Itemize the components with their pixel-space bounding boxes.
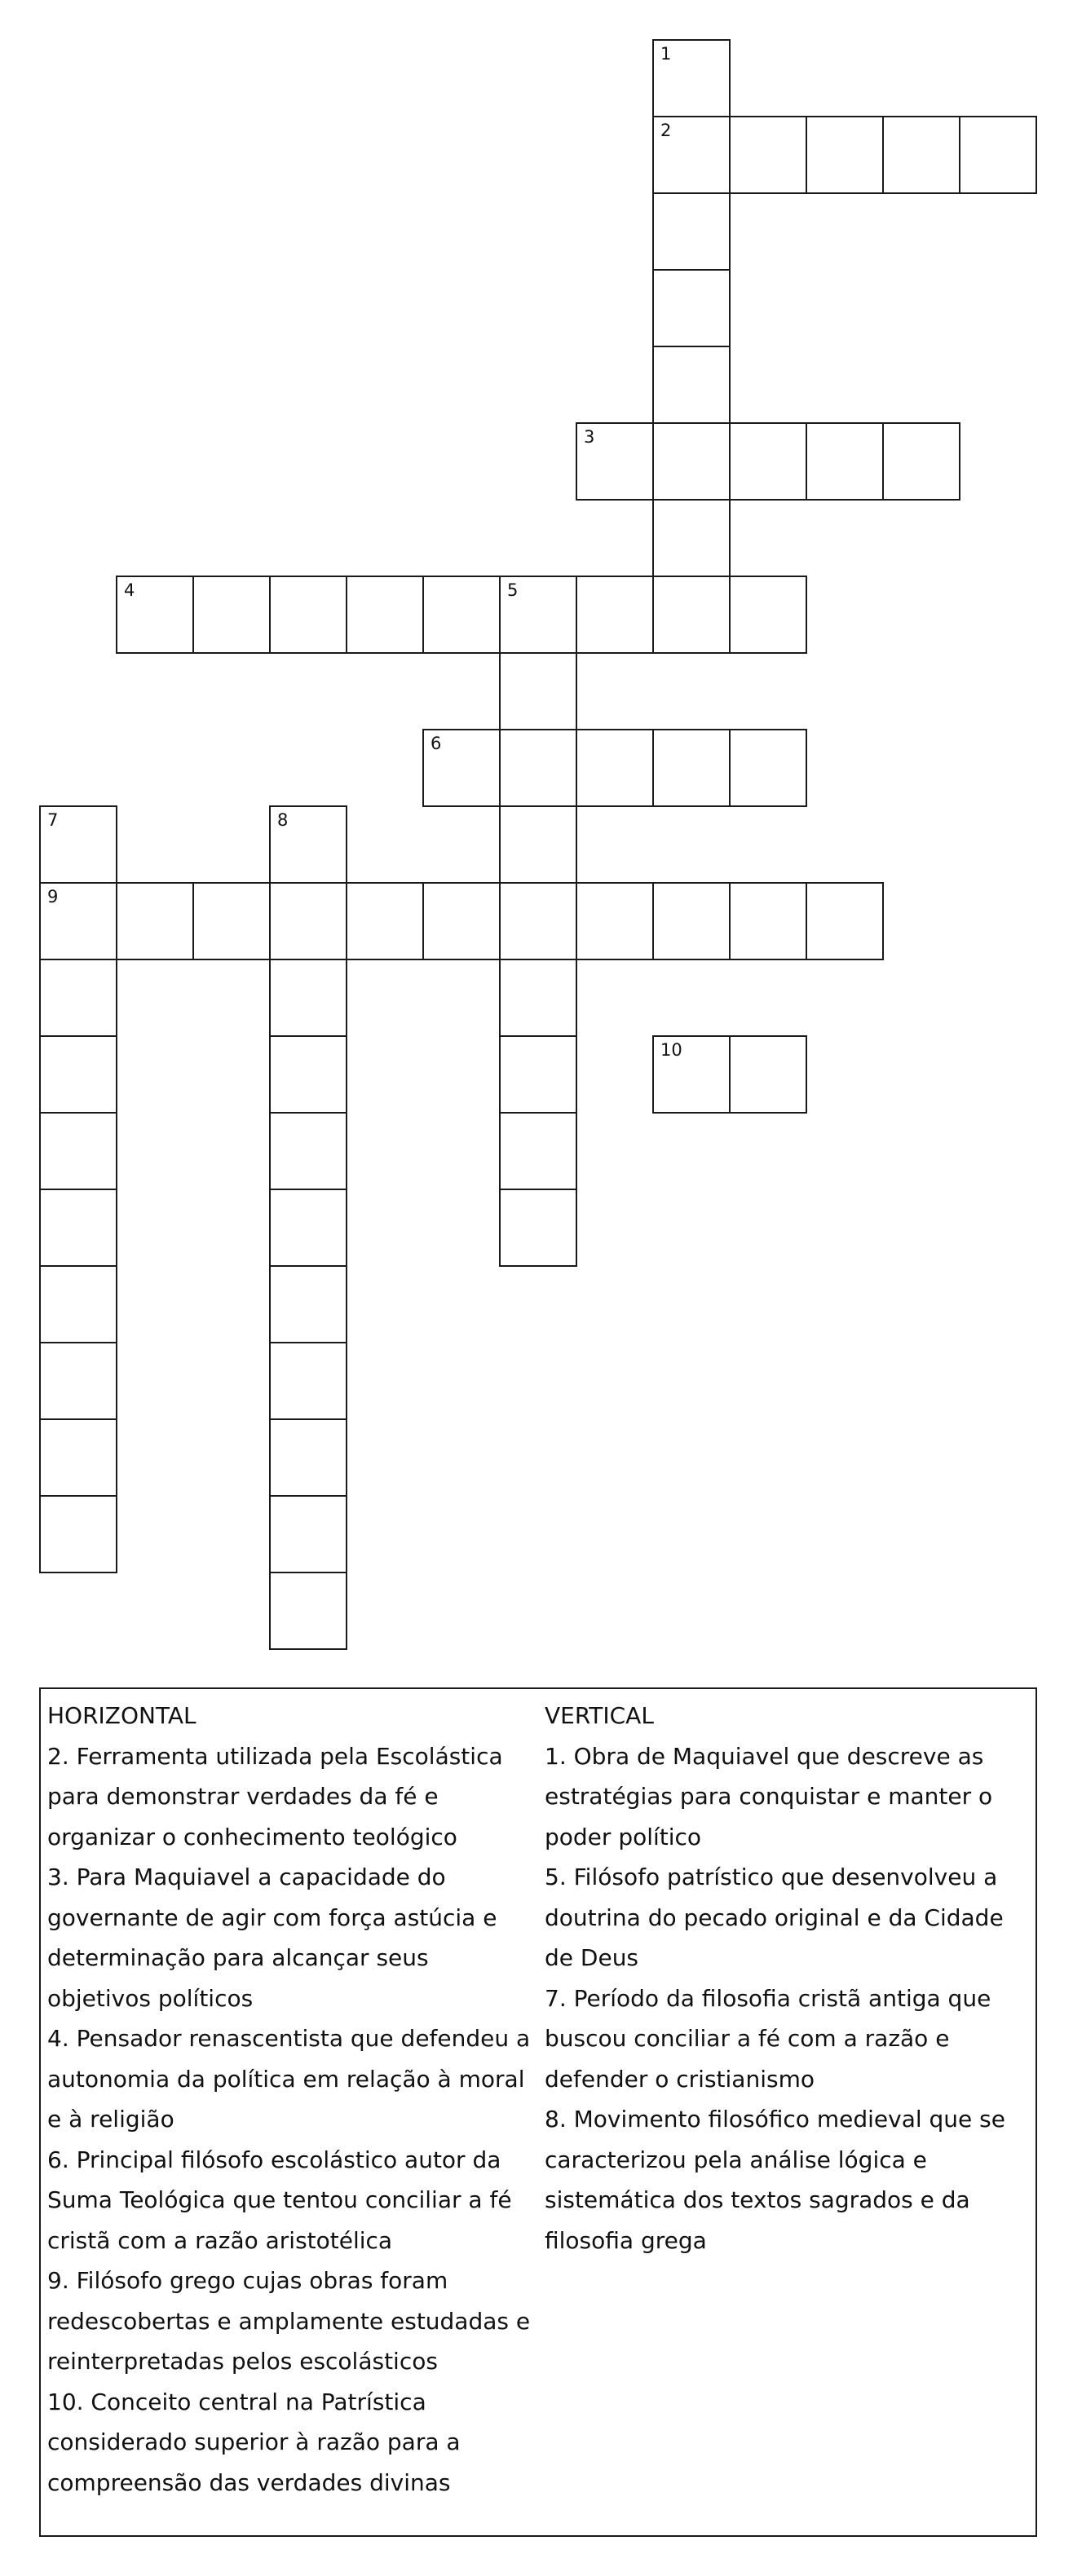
crossword-cell[interactable] — [729, 422, 807, 501]
crossword-cell[interactable] — [269, 1342, 347, 1420]
crossword-cell[interactable] — [499, 959, 577, 1037]
clue-horizontal-10: 10. Conceito central na Patrística considerado superior à razão para a compreensão das verdades divinas — [47, 2388, 461, 2496]
crossword-cell[interactable] — [576, 576, 654, 654]
crossword-cell[interactable] — [422, 729, 501, 807]
crossword-cell[interactable] — [576, 729, 654, 807]
crossword-cell[interactable] — [269, 959, 347, 1037]
crossword-cell[interactable] — [882, 422, 960, 501]
crossword-cell[interactable] — [806, 882, 884, 960]
cell-number: 10 — [660, 1040, 682, 1060]
clue-vertical-7: 7. Período da filosofia cristã antiga que buscou conciliar a fé com a razão e defender o cristianismo — [545, 1984, 991, 2093]
crossword-cell[interactable] — [346, 576, 424, 654]
crossword-cell[interactable] — [576, 422, 654, 501]
horizontal-clues — [47, 1696, 535, 2503]
crossword-cell[interactable] — [39, 1189, 117, 1267]
crossword-cell[interactable] — [39, 1265, 117, 1343]
crossword-cell[interactable] — [499, 882, 577, 960]
crossword-cell[interactable] — [652, 116, 731, 194]
cell-number: 4 — [124, 580, 135, 600]
crossword-cell[interactable] — [652, 1035, 731, 1114]
crossword-cell[interactable] — [269, 882, 347, 960]
crossword-cell[interactable] — [806, 116, 884, 194]
crossword-cell[interactable] — [269, 1265, 347, 1343]
clue-vertical-5: 5. Filósofo patrístico que desenvolveu a doutrina do pecado original e da Cidade de Deus — [545, 1864, 1004, 1971]
horizontal-title: HORIZONTAL — [47, 1702, 196, 1729]
crossword-cell[interactable] — [116, 882, 194, 960]
clue-vertical-1: 1. Obra de Maquiavel que descreve as estratégias para conquistar e manter o poder político — [545, 1742, 993, 1850]
crossword-cell[interactable] — [652, 729, 731, 807]
crossword-cell[interactable] — [346, 882, 424, 960]
crossword-cell[interactable] — [499, 576, 577, 654]
crossword-cell[interactable] — [499, 1189, 577, 1267]
crossword-cell[interactable] — [116, 576, 194, 654]
crossword-cell[interactable] — [729, 116, 807, 194]
crossword-cell[interactable] — [269, 576, 347, 654]
crossword-cell[interactable] — [39, 882, 117, 960]
crossword-cell[interactable] — [729, 576, 807, 654]
crossword-cell[interactable] — [39, 805, 117, 884]
crossword-cell[interactable] — [652, 39, 731, 117]
crossword-cell[interactable] — [652, 422, 731, 501]
crossword-cell[interactable] — [729, 882, 807, 960]
crossword-cell[interactable] — [729, 729, 807, 807]
crossword-cell[interactable] — [269, 1112, 347, 1190]
cell-number: 2 — [660, 121, 672, 140]
vertical-title: VERTICAL — [545, 1702, 654, 1729]
cell-number: 8 — [277, 810, 289, 830]
crossword-cell[interactable] — [499, 1112, 577, 1190]
crossword-cell[interactable] — [39, 1495, 117, 1573]
crossword-cell[interactable] — [422, 882, 501, 960]
cell-number: 3 — [584, 427, 595, 447]
crossword-cell[interactable] — [269, 805, 347, 884]
crossword-cell[interactable] — [652, 499, 731, 577]
cell-number: 6 — [431, 734, 442, 753]
clue-vertical-8: 8. Movimento filosófico medieval que se caracterizou pela análise lógica e sistemática dos textos sagrados e da filosofia grega — [545, 2106, 1005, 2254]
crossword-cell[interactable] — [576, 882, 654, 960]
cell-number: 5 — [507, 580, 519, 600]
crossword-cell[interactable] — [652, 882, 731, 960]
crossword-cell[interactable] — [269, 1418, 347, 1497]
crossword-cell[interactable] — [269, 1572, 347, 1650]
crossword-cell[interactable] — [729, 1035, 807, 1114]
crossword-cell[interactable] — [499, 1035, 577, 1114]
crossword-cell[interactable] — [39, 1112, 117, 1190]
crossword-cell[interactable] — [806, 422, 884, 501]
cell-number: 7 — [47, 810, 59, 830]
crossword-cell[interactable] — [269, 1495, 347, 1573]
clue-horizontal-4: 4. Pensador renascentista que defendeu a autonomia da política em relação à moral e à religião — [47, 2025, 531, 2133]
crossword-cell[interactable] — [269, 1189, 347, 1267]
clue-horizontal-9: 9. Filósofo grego cujas obras foram redescobertas e amplamente estudadas e reinterpretadas pelos escolásticos — [47, 2267, 531, 2375]
clue-horizontal-3: 3. Para Maquiavel a capacidade do governante de agir com força astúcia e determinação para alcançar seus objetivos políticos — [47, 1864, 497, 2012]
crossword-cell[interactable] — [39, 1418, 117, 1497]
crossword-cell[interactable] — [192, 576, 271, 654]
crossword-cell[interactable] — [499, 729, 577, 807]
crossword-cell[interactable] — [269, 1035, 347, 1114]
crossword-cell[interactable] — [39, 1035, 117, 1114]
clue-horizontal-6: 6. Principal filósofo escolástico autor da Suma Teológica que tentou conciliar a fé cristã com a razão aristotélica — [47, 2146, 512, 2254]
crossword-cell[interactable] — [652, 576, 731, 654]
crossword-cell[interactable] — [959, 116, 1037, 194]
cell-number: 9 — [47, 887, 59, 906]
crossword-cell[interactable] — [499, 652, 577, 730]
crossword-cell[interactable] — [39, 959, 117, 1037]
cell-number: 1 — [660, 44, 672, 64]
crossword-cell[interactable] — [422, 576, 501, 654]
vertical-clues — [545, 1696, 1032, 2261]
crossword-cell[interactable] — [499, 805, 577, 884]
crossword-cell[interactable] — [652, 346, 731, 424]
crossword-cell[interactable] — [652, 269, 731, 347]
clue-horizontal-2: 2. Ferramenta utilizada pela Escolástica para demonstrar verdades da fé e organizar o conhecimento teológico — [47, 1742, 503, 1850]
clue-box — [39, 1687, 1037, 2537]
crossword-cell[interactable] — [882, 116, 960, 194]
crossword-cell[interactable] — [652, 192, 731, 271]
crossword-cell[interactable] — [192, 882, 271, 960]
crossword-cell[interactable] — [39, 1342, 117, 1420]
